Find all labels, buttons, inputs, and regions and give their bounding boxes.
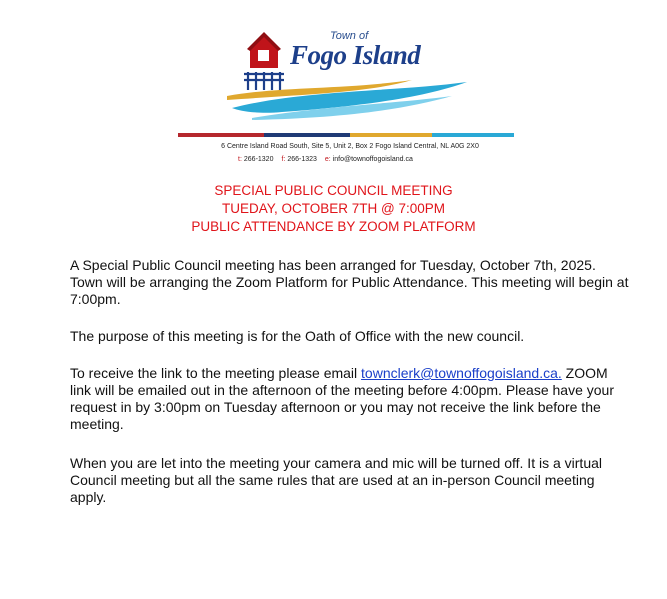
- zoom-link-text-after: ZOOM link will be emailed out in the afternoon of the meeting before 4:00pm. Please have your request in by 3:00pm on Tuesday afternoon or you may not receive the link before the meeting.: [70, 365, 614, 432]
- paragraph-purpose: The purpose of this meeting is for the Oath of Office with the new council.: [70, 328, 525, 344]
- logo-town-label: Town of: [330, 30, 369, 42]
- paragraph-rules: When you are let into the meeting your camera and mic will be turned off. It is a virtual Council meeting but all the same rules that are used at an in-person Council meeting apply.: [70, 455, 602, 505]
- notice-title-line2: TUEDAY, OCTOBER 7TH @ 7:00PM: [221, 201, 445, 216]
- wharf-icon: [244, 72, 284, 90]
- divider-bar-red: [178, 133, 264, 137]
- townclerk-email-link[interactable]: townclerk@townoffogoisland.ca.: [361, 365, 562, 381]
- email-label: e:: [324, 156, 331, 163]
- divider-bar-gold: [350, 133, 432, 137]
- fax-value: 266-1323: [287, 156, 317, 163]
- paragraph-meeting-info: A Special Public Council meeting has been arranged for Tuesday, October 7th, 2025. Town will be arranging the Zoom Platform for Public Attendance. This meeting will begin at 7:00pm.: [70, 257, 629, 307]
- paragraph-zoom-link: [70, 365, 630, 433]
- zoom-link-text-before: To receive the link to the meeting please email: [70, 365, 362, 381]
- divider-bar-cyan: [432, 133, 514, 137]
- contact-email: info@townoffogoisland.ca: [332, 156, 413, 163]
- notice-title-line1: SPECIAL PUBLIC COUNCIL MEETING: [214, 183, 453, 198]
- logo-name-label: Fogo Island: [290, 40, 421, 70]
- notice-title-line3: PUBLIC ATTENDANCE BY ZOOM PLATFORM: [191, 219, 476, 234]
- address-line: 6 Centre Island Road South, Site 5, Unit 2, Box 2 Fogo Island Central, NL A0G 2X0: [221, 143, 479, 150]
- phone-value: 266-1320: [243, 156, 274, 163]
- fax-label: f:: [281, 156, 286, 163]
- contact-line: [238, 156, 568, 163]
- divider-bar-navy: [264, 133, 350, 137]
- phone-label: t:: [238, 156, 242, 163]
- house-icon: [247, 32, 281, 68]
